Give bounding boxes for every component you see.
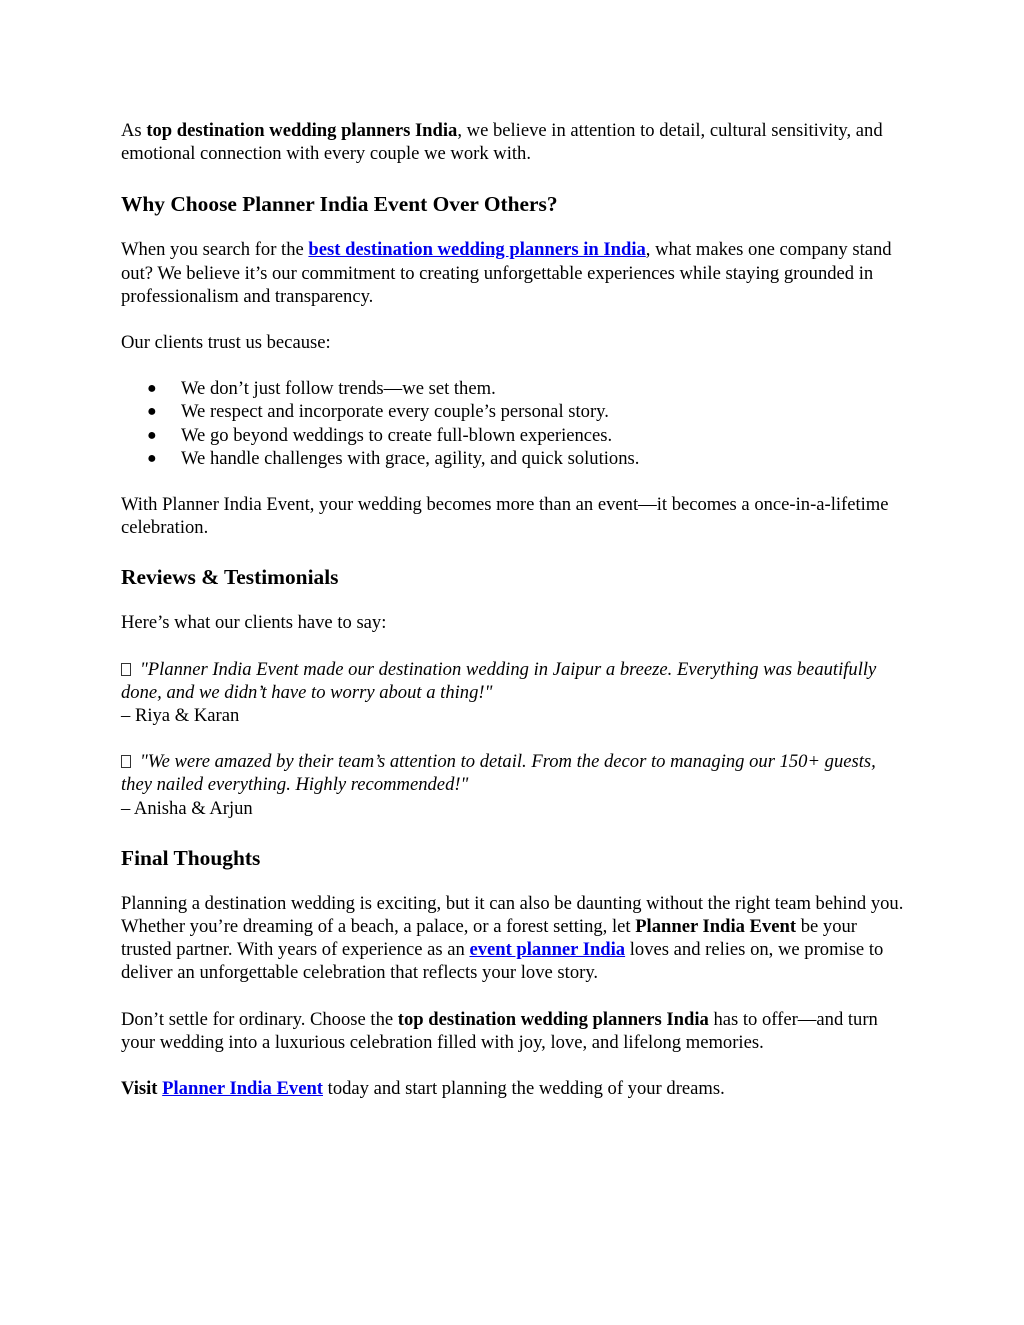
bullet-icon: ●: [147, 426, 157, 444]
search-paragraph: [121, 238, 911, 308]
testimonial-quote: "We were amazed by their team’s attention to detail. From the decor to managing our 150+ guests, they nailed everything. Highly recommended!": [121, 751, 876, 796]
best-planners-link[interactable]: best destination wedding planners in India: [308, 239, 646, 261]
planner-india-event-link[interactable]: Planner India Event: [162, 1078, 323, 1100]
planning-text-3: loves and relies on, we promise to deliver an unforgettable celebration that reflects your love story.: [121, 939, 884, 984]
settle-bold-phrase: top destination wedding planners India: [397, 1008, 709, 1030]
planning-paragraph: [121, 892, 911, 985]
settle-text-2: has to offer—and turn your wedding into a luxurious celebration filled with joy, love, and lifelong memories.: [121, 1008, 878, 1053]
why-choose-heading: Why Choose Planner India Event Over Others?: [121, 192, 558, 217]
reviews-heading: Reviews & Testimonials: [121, 565, 339, 590]
search-prefix: When you search for the: [121, 239, 309, 261]
reasons-list: [121, 377, 911, 470]
list-item-text: We go beyond weddings to create full-blown experiences.: [181, 424, 613, 446]
bullet-icon: ●: [147, 403, 157, 421]
intro-suffix: , we believe in attention to detail, cultural sensitivity, and emotional connection with every couple we work with.: [121, 120, 883, 165]
visit-suffix: today and start planning the wedding of your dreams.: [323, 1078, 725, 1100]
intro-bold-phrase: top destination wedding planners India: [146, 120, 458, 141]
list-item: [121, 400, 911, 423]
settle-text-1: Don’t settle for ordinary. Choose the: [121, 1008, 398, 1030]
missing-glyph-icon: [121, 755, 131, 768]
visit-paragraph: [121, 1077, 911, 1100]
document-page: [121, 119, 911, 1100]
testimonial: [121, 658, 911, 728]
intro-paragraph: [121, 119, 911, 165]
trust-paragraph: Our clients trust us because:: [121, 332, 331, 354]
list-item: [121, 424, 911, 447]
testimonial-quote: "Planner India Event made our destination wedding in Jaipur a breeze. Everything was beautifully done, and we didn’t have to worry about a thing!": [121, 658, 877, 703]
list-item-text: We respect and incorporate every couple’s personal story.: [181, 401, 609, 423]
list-item-text: We handle challenges with grace, agility, and quick solutions.: [181, 447, 640, 469]
planning-text-2: be your trusted partner. With years of experience as an: [121, 916, 857, 961]
testimonial-author: – Riya & Karan: [121, 705, 240, 727]
reviews-intro: Here’s what our clients have to say:: [121, 612, 387, 634]
testimonial-author: – Anisha & Arjun: [121, 797, 253, 819]
list-item: [121, 447, 911, 470]
bullet-icon: ●: [147, 380, 157, 398]
bullet-icon: ●: [147, 449, 157, 467]
closing-paragraph: With Planner India Event, your wedding becomes more than an event—it becomes a once-in-a-lifetime celebration.: [121, 494, 889, 539]
search-suffix: , what makes one company stand out? We believe it’s our commitment to creating unforgettable experiences while staying grounded in professionalism and transparency.: [121, 239, 892, 307]
list-item: [121, 377, 911, 400]
missing-glyph-icon: [121, 663, 131, 676]
planning-text-1: Planning a destination wedding is exciting, but it can also be daunting without the right team behind you. Whether you’re dreaming of a beach, a palace, or a forest setting, let: [121, 892, 904, 938]
testimonial: [121, 750, 911, 820]
event-planner-link[interactable]: event planner India: [469, 939, 626, 961]
planner-name-bold: Planner India Event: [635, 916, 797, 938]
list-item-text: We don’t just follow trends—we set them.: [181, 378, 496, 400]
settle-paragraph: [121, 1008, 911, 1054]
visit-label: Visit: [121, 1078, 158, 1100]
final-thoughts-heading: Final Thoughts: [121, 845, 261, 870]
intro-prefix: As: [121, 120, 147, 141]
